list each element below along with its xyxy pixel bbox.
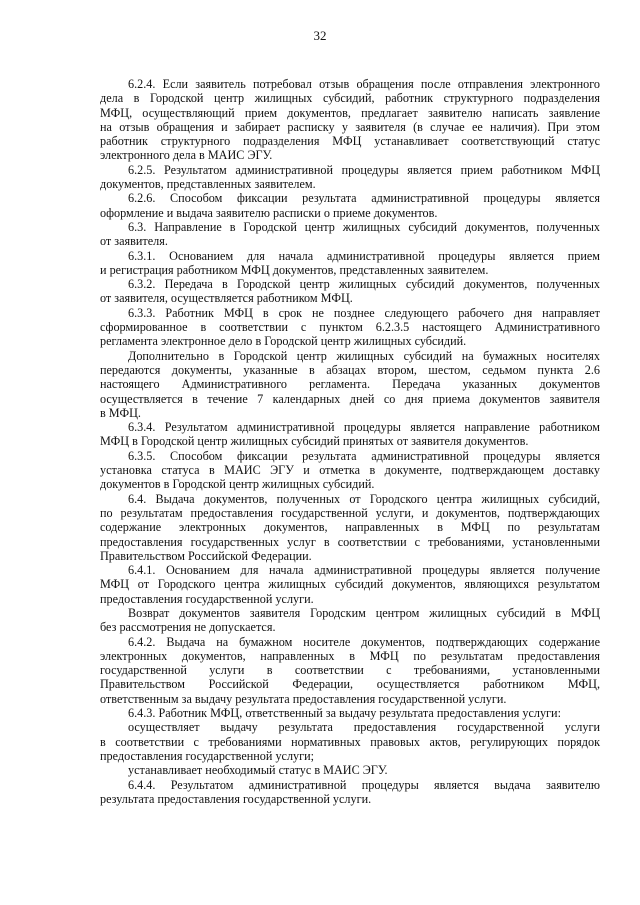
text-line: Правительством Российской Федерации. xyxy=(100,548,312,563)
text-line: МФЦ в Городской центр жилищных субсидий принятых от заявителя документов. xyxy=(100,434,529,449)
text-line: от заявителя. xyxy=(100,234,168,249)
text-line: предоставления государственной услуги; xyxy=(100,748,315,763)
text-line: в МФЦ. xyxy=(100,405,141,420)
text-line: осуществляется в течение 7 календарных дней со дня приема документов заявителя xyxy=(100,391,600,406)
paragraph xyxy=(100,563,600,606)
text-line: Возврат документов заявителя Городским центром жилищных субсидий в МФЦ xyxy=(128,605,600,620)
paragraph xyxy=(100,191,600,220)
text-line: работник структурного подразделения МФЦ устанавливает соответствующий статус xyxy=(100,134,600,149)
text-line: дела в Городской центр жилищных субсидий, работник структурного подразделения xyxy=(100,91,600,106)
paragraph xyxy=(100,220,600,249)
paragraph xyxy=(100,449,600,492)
text-line: 6.2.5. Результатом административной процедуры является прием работником МФЦ xyxy=(128,162,600,177)
text-line: документов, представленных заявителем. xyxy=(100,177,316,192)
paragraph xyxy=(100,77,600,163)
paragraph xyxy=(100,277,600,306)
text-line: без рассмотрения не допускается. xyxy=(100,620,276,635)
text-line: Правительством Российской Федерации, осуществляется работником МФЦ, xyxy=(100,677,600,692)
paragraph xyxy=(100,306,600,349)
text-line: электронных документов, направленных в МФЦ по результатам предоставления xyxy=(100,648,600,663)
text-line: документов в Городской центр жилищных субсидий. xyxy=(100,477,375,492)
text-line: Дополнительно в Городской центр жилищных субсидий на бумажных носителях xyxy=(128,348,600,363)
text-line: 6.3. Направление в Городской центр жилищных субсидий документов, полученных xyxy=(128,219,600,234)
paragraph xyxy=(100,635,600,706)
text-line: от заявителя, осуществляется работником МФЦ. xyxy=(100,291,353,306)
text-line: предоставления государственной услуги. xyxy=(100,591,314,606)
page-number: 32 xyxy=(313,28,327,43)
text-line: в соответствии с требованиями нормативных правовых актов, регулирующих порядок xyxy=(100,734,600,749)
text-line: 6.3.4. Результатом административной процедуры является направление работником xyxy=(128,420,600,435)
text-line: 6.4.3. Работник МФЦ, ответственный за выдачу результата предоставления услуги: xyxy=(128,706,561,721)
text-line: передаются документы, указанные в абзацах втором, шестом, седьмом пункта 2.6 xyxy=(100,362,600,377)
text-line: 6.2.4. Если заявитель потребовал отзыв обращения после отправления электронного xyxy=(128,77,600,91)
text-line: по результатам предоставления государственной услуги, и документов, подтверждающих xyxy=(100,505,600,520)
text-line: устанавливает необходимый статус в МАИС ЭГУ. xyxy=(128,763,388,778)
text-line: 6.4.2. Выдача на бумажном носителе документов, подтверждающих содержание xyxy=(128,634,600,649)
text-line: МФЦ от Городского центра жилищных субсидий документов, являющихся результатом xyxy=(100,577,600,592)
text-line: результата предоставления государственной услуги. xyxy=(100,791,372,806)
paragraph xyxy=(100,778,600,807)
document-body xyxy=(100,77,600,806)
text-line: 6.2.6. Способом фиксации результата административной процедуры является xyxy=(128,191,600,206)
text-line: на отзыв обращения и забирает расписку у заявителя (в случае ее наличия). При этом xyxy=(100,119,600,134)
paragraph xyxy=(100,420,600,449)
text-line: государственной услуги в соответствии с требованиями, установленными xyxy=(100,663,600,678)
paragraph xyxy=(100,349,600,420)
text-line: ответственным за выдачу результата предоставления государственной услуги. xyxy=(100,691,507,706)
text-line: 6.4.1. Основанием для начала административной процедуры является получение xyxy=(128,563,600,578)
text-line: регламента электронное дело в Городской центр жилищных субсидий. xyxy=(100,334,467,349)
text-line: сформированное в соответствии с пунктом 6.2.3.5 настоящего Административного xyxy=(100,320,600,335)
text-line: предоставления государственных услуг в соответствии с требованиями, установленными xyxy=(100,534,600,549)
text-line: 6.3.2. Передача в Городской центр жилищных субсидий документов, полученных xyxy=(128,277,600,292)
text-line: и регистрация работником МФЦ документов, представленных заявителем. xyxy=(100,262,489,277)
paragraph xyxy=(100,249,600,278)
paragraph xyxy=(100,720,600,763)
text-line: МФЦ, осуществляющий прием документов, предлагает заявителю написать заявление xyxy=(100,105,600,120)
paragraph xyxy=(100,163,600,192)
paragraph xyxy=(100,492,600,563)
text-line: установка статуса в МАИС ЭГУ и отметка в документе, подтверждающем доставку xyxy=(100,463,600,478)
text-line: содержание электронных документов, направленных в МФЦ по результатам xyxy=(100,520,600,535)
text-line: настоящего Административного регламента. Передача указанных документов xyxy=(100,377,600,392)
text-line: 6.3.5. Способом фиксации результата административной процедуры является xyxy=(128,448,600,463)
text-line: 6.4. Выдача документов, полученных от Городского центра жилищных субсидий, xyxy=(128,491,600,506)
text-line: осуществляет выдачу результата предоставления государственной услуги xyxy=(128,720,600,735)
paragraph xyxy=(100,763,600,777)
text-line: электронного дела в МАИС ЭГУ. xyxy=(100,148,273,163)
paragraph xyxy=(100,606,600,635)
text-line: 6.3.3. Работник МФЦ в срок не позднее следующего рабочего дня направляет xyxy=(128,305,600,320)
text-line: 6.4.4. Результатом административной процедуры является выдача заявителю xyxy=(128,777,600,792)
paragraph xyxy=(100,706,600,720)
text-line: 6.3.1. Основанием для начала административной процедуры является прием xyxy=(128,248,600,263)
text-line: оформление и выдача заявителю расписки о приеме документов. xyxy=(100,205,438,220)
